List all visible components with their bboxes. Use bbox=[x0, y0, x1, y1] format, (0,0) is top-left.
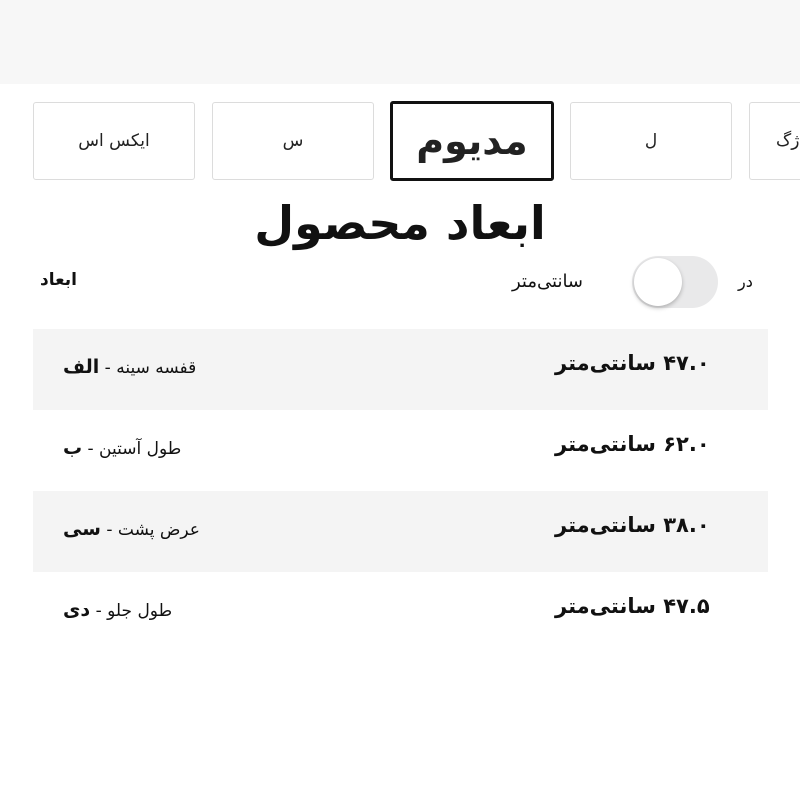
toggle-knob[interactable] bbox=[634, 258, 682, 306]
unit-row bbox=[0, 254, 800, 310]
table-row bbox=[33, 329, 768, 410]
page-title: ابعاد محصول bbox=[254, 196, 546, 250]
table-row bbox=[33, 410, 768, 491]
size-selector bbox=[0, 102, 800, 184]
size-option-l[interactable]: ل bbox=[570, 102, 732, 180]
table-row bbox=[33, 491, 768, 572]
table-row bbox=[33, 572, 768, 653]
row-name: طول آستین - ب bbox=[63, 437, 182, 459]
size-option-xl[interactable]: ژگ bbox=[749, 102, 800, 180]
unit-label: سانتی‌متر bbox=[512, 271, 584, 292]
dimensions-table bbox=[33, 329, 768, 653]
top-band bbox=[0, 0, 800, 84]
row-name: قفسه سینه - الف bbox=[63, 356, 197, 378]
row-value: ۴۷.۵ سانتی‌متر bbox=[555, 594, 710, 618]
dimensions-label: ابعاد bbox=[40, 270, 77, 290]
row-name: طول جلو - دی bbox=[63, 599, 173, 621]
size-option-m[interactable]: مدیوم bbox=[390, 101, 554, 181]
unit-toggle[interactable] bbox=[632, 256, 718, 308]
unit-prefix-label: در bbox=[738, 272, 753, 291]
row-value: ۶۲.۰ سانتی‌متر bbox=[555, 432, 710, 456]
size-option-xs[interactable]: ایکس اس bbox=[33, 102, 195, 180]
size-option-s[interactable]: س bbox=[212, 102, 374, 180]
row-value: ۴۷.۰ سانتی‌متر bbox=[555, 351, 710, 375]
row-value: ۳۸.۰ سانتی‌متر bbox=[555, 513, 710, 537]
row-name: عرض پشت - سی bbox=[63, 518, 200, 540]
